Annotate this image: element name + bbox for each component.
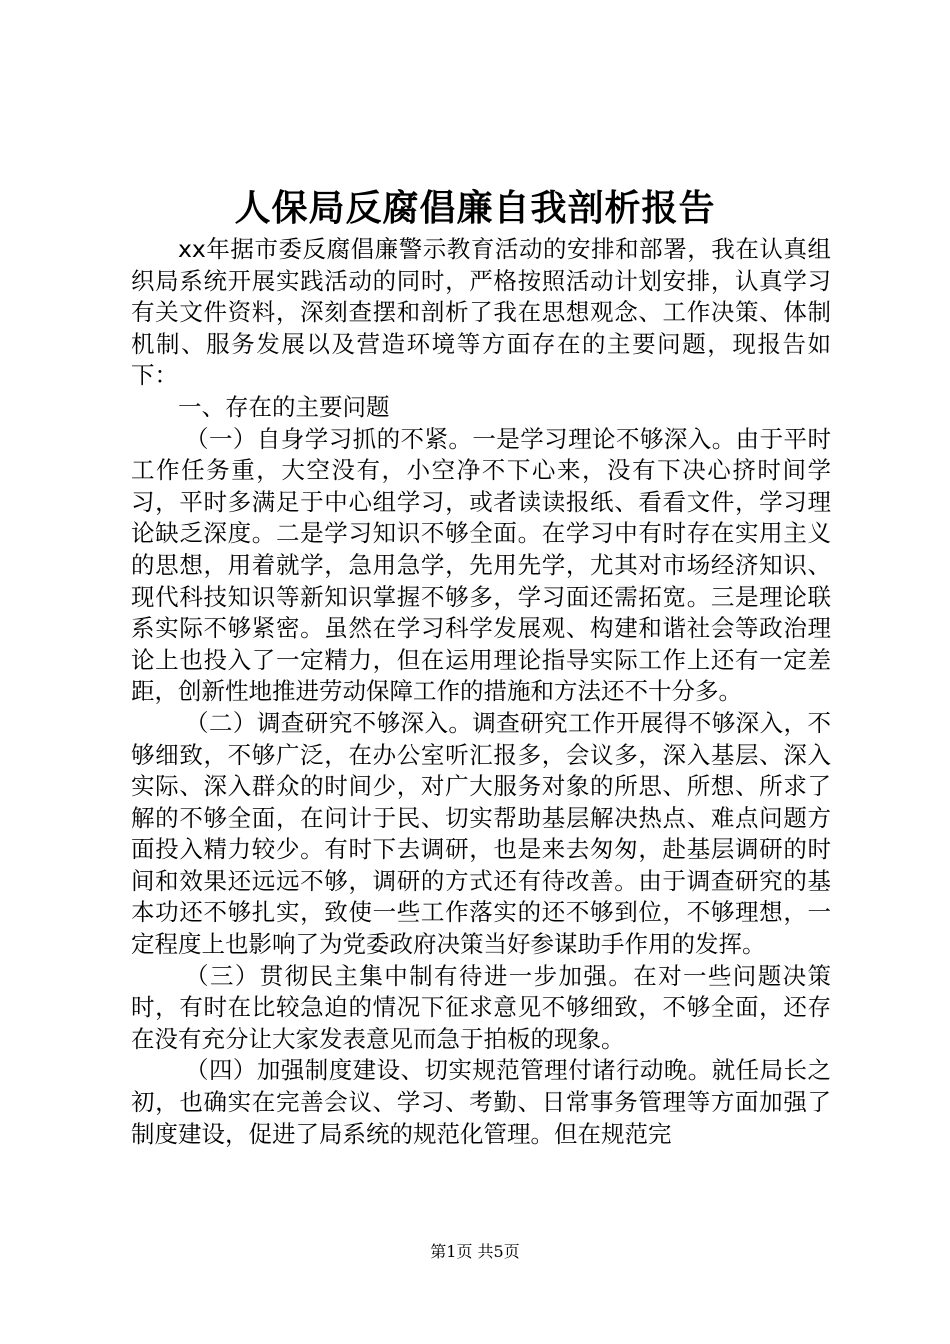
- section-heading: 一、存在的主要问题: [178, 392, 390, 421]
- body-paragraph: （一）自身学习抓的不紧。一是学习理论不够深入。由于平时工作任务重，大空没有，小空净不下心来，没有下决心挤时间学习，平时多满足于中心组学习，或者读读报纸、看看文件，学习理论缺乏深度。二是学习知识不够全面。在学习中有时存在实用主义的思想，用着就学，急用急学，先用先学，尤其对市场经济知识、现代科技知识等新知识掌握不够多，学习面还需拓宽。三是理论联系实际不够紧密。虽然在学习科学发展观、构建和谐社会等政治理论上也投入了一定精力，但在运用理论指导实际工作上还有一定差距，创新性地推进劳动保障工作的措施和方法还不十分多。: [131, 424, 831, 706]
- document-body: [131, 234, 831, 1150]
- document-title: 人保局反腐倡廉自我剖析报告: [234, 187, 716, 229]
- intro-paragraph: xx年据市委反腐倡廉警示教育活动的安排和部署，我在认真组织局系统开展实践活动的同时，严格按照活动计划安排，认真学习有关文件资料，深刻查摆和剖析了我在思想观念、工作决策、体制机制、服务发展以及营造环境等方面存在的主要问题，现报告如下：: [131, 235, 831, 390]
- body-paragraph: （二）调查研究不够深入。调查研究工作开展得不够深入，不够细致，不够广泛，在办公室听汇报多，会议多，深入基层、深入实际、深入群众的时间少，对广大服务对象的所思、所想、所求了解的不够全面，在问计于民、切实帮助基层解决热点、难点问题方面投入精力较少。有时下去调研，也是来去匆匆，赴基层调研的时间和效果还远远不够，调研的方式还有待改善。由于调查研究的基本功还不够扎实，致使一些工作落实的还不够到位，不够理想，一定程度上也影响了为党委政府决策当好参谋助手作用的发挥。: [131, 708, 831, 959]
- body-paragraph: （三）贯彻民主集中制有待进一步加强。在对一些问题决策时，有时在比较急迫的情况下征求意见不够细致，不够全面，还存在没有充分让大家发表意见而急于拍板的现象。: [131, 961, 831, 1053]
- page-number-footer: 第1页 共5页: [430, 1242, 520, 1261]
- body-paragraph: （四）加强制度建设、切实规范管理付诸行动晚。就任局长之初，也确实在完善会议、学习、考勤、日常事务管理等方面加强了制度建设，促进了局系统的规范化管理。但在规范完: [131, 1056, 831, 1148]
